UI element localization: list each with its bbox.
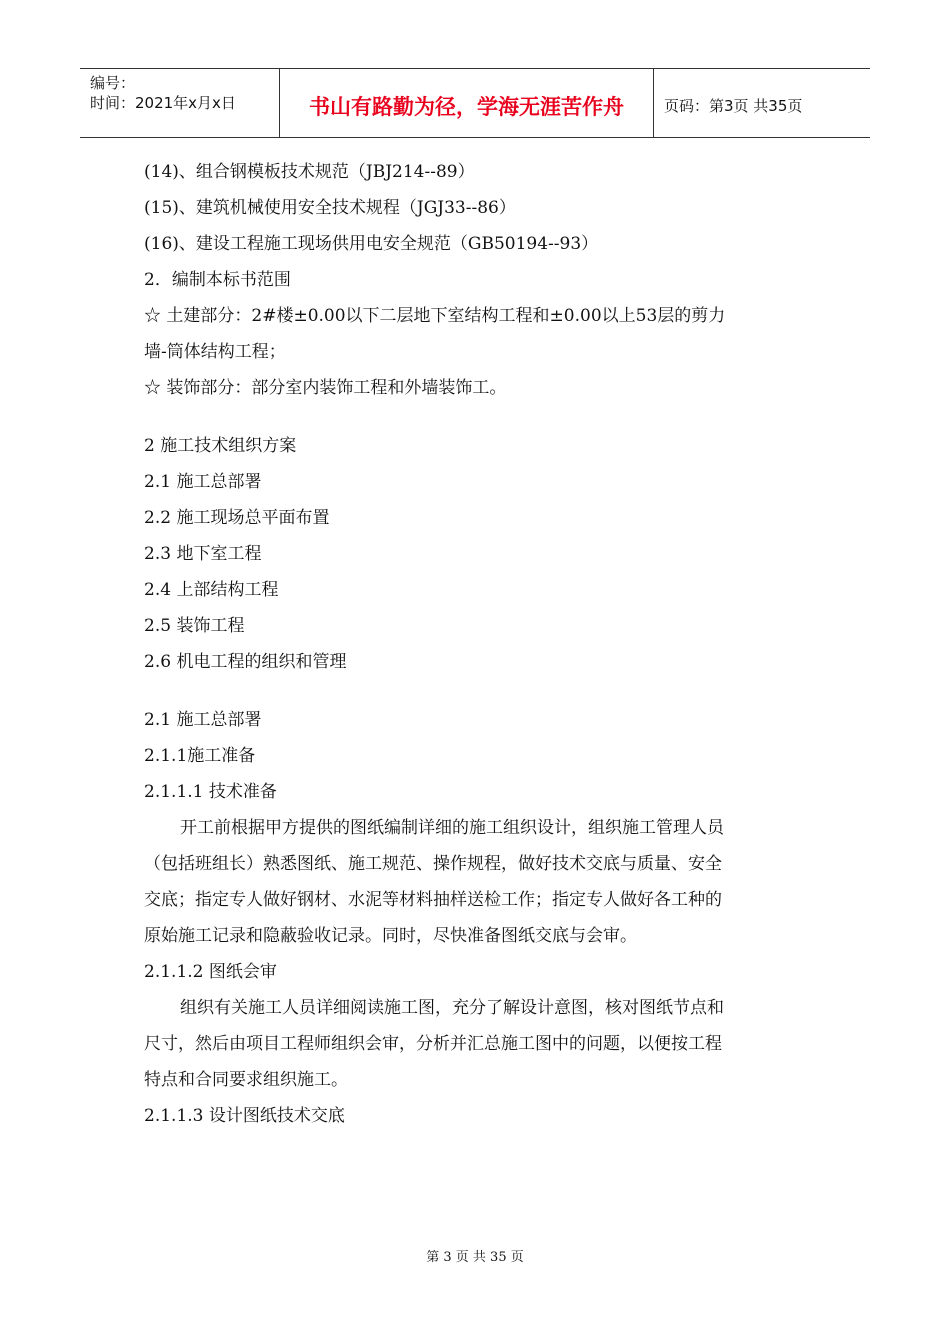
toc-item: 2.1 施工总部署	[144, 472, 262, 492]
paragraph-line: 交底；指定专人做好钢材、水泥等材料抽样送检工作；指定专人做好各工种的	[144, 890, 722, 910]
toc-item: 2.6 机电工程的组织和管理	[144, 652, 347, 672]
header-meta	[80, 69, 280, 137]
document-number-label: 编号：	[90, 74, 136, 92]
subsubsection-heading: 2.1.1.1 技术准备	[144, 782, 277, 802]
paragraph-line: 组织有关施工人员详细阅读施工图，充分了解设计意图，核对图纸节点和	[180, 998, 724, 1018]
page-header	[80, 68, 870, 138]
toc-item: 2.5 装饰工程	[144, 616, 245, 636]
subsection-heading: 2.1.1施工准备	[144, 746, 256, 766]
document-body	[144, 154, 804, 1134]
page-footer: 第 3 页 共 35 页	[426, 1250, 524, 1265]
section-heading: 2.1 施工总部署	[144, 710, 262, 730]
paragraph-line: 原始施工记录和隐蔽验收记录。同时，尽快准备图纸交底与会审。	[144, 926, 637, 946]
toc-heading: 2 施工技术组织方案	[144, 436, 297, 456]
scope-item-continued: 墙-筒体结构工程；	[144, 342, 286, 362]
scope-item: ☆ 土建部分：2#楼±0.00以下二层地下室结构工程和±0.00以上53层的剪力	[144, 306, 726, 326]
toc-item: 2.4 上部结构工程	[144, 580, 279, 600]
paragraph-line: 开工前根据甲方提供的图纸编制详细的施工组织设计，组织施工管理人员	[180, 818, 724, 838]
header-motto: 书山有路勤为径，学海无涯苦作舟	[280, 69, 654, 137]
toc-item: 2.3 地下室工程	[144, 544, 262, 564]
paragraph-line: （包括班组长）熟悉图纸、施工规范、操作规程，做好技术交底与质量、安全	[144, 854, 722, 874]
paragraph-line: 特点和合同要求组织施工。	[144, 1070, 348, 1090]
document-date: 时间：2021年x月x日	[90, 94, 236, 112]
reference-item: (15)、建筑机械使用安全技术规程（JGJ33--86）	[144, 198, 516, 218]
toc-item: 2.2 施工现场总平面布置	[144, 508, 330, 528]
subsubsection-heading: 2.1.1.2 图纸会审	[144, 962, 277, 982]
header-page-info: 页码：第3页 共35页	[664, 96, 803, 115]
section-heading: 2．编制本标书范围	[144, 270, 291, 290]
paragraph-line: 尺寸，然后由项目工程师组织会审，分析并汇总施工图中的问题，以便按工程	[144, 1034, 722, 1054]
reference-item: (14)、组合钢模板技术规范（JBJ214--89）	[144, 162, 475, 182]
reference-item: (16)、建设工程施工现场供用电安全规范（GB50194--93）	[144, 234, 599, 254]
subsubsection-heading: 2.1.1.3 设计图纸技术交底	[144, 1106, 345, 1126]
scope-item: ☆ 装饰部分：部分室内装饰工程和外墙装饰工。	[144, 378, 507, 398]
